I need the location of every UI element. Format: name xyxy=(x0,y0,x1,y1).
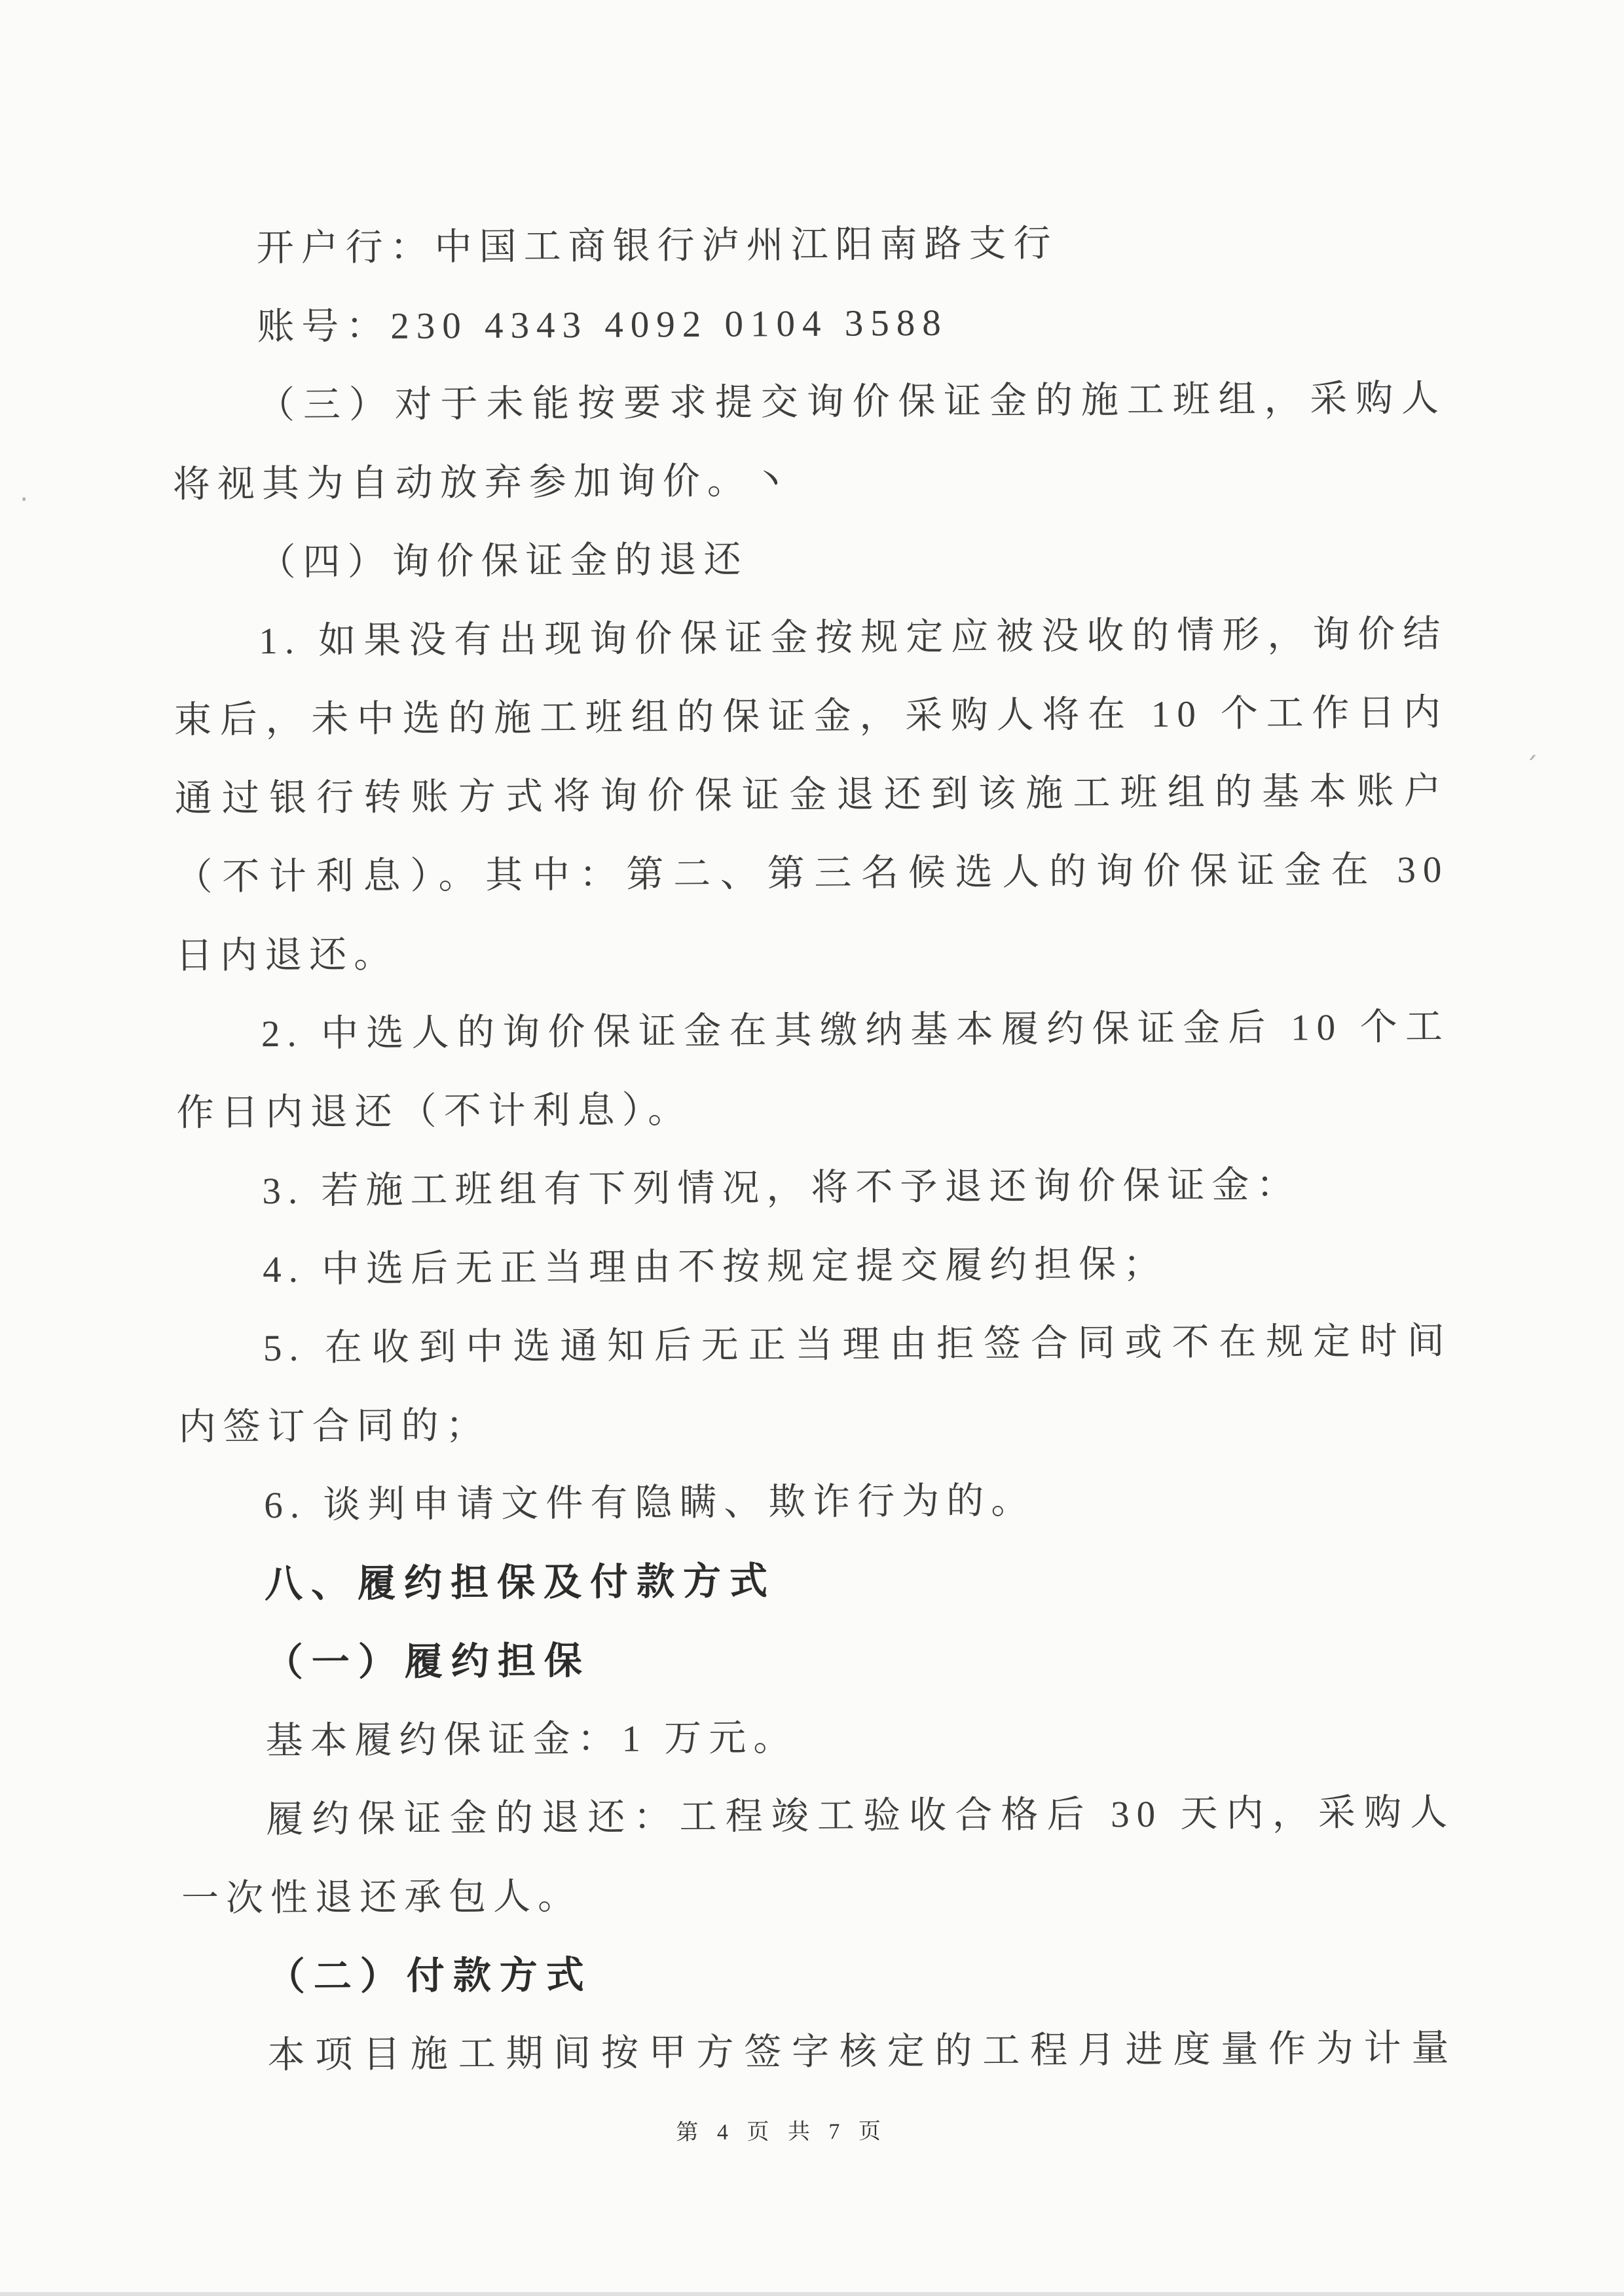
text-block xyxy=(171,202,1456,2096)
text-line: 一次性退还承包人。 xyxy=(181,1876,583,1920)
page-number-footer: 第 4 页 共 7 页 xyxy=(676,2119,888,2145)
section-heading-line: 八、履约担保及付款方式 xyxy=(264,1559,777,1606)
text-line: 1. 如果没有出现询价保证金按规定应被没收的情形，询价结 xyxy=(259,613,1448,663)
text-line: 束后，未中选的施工班组的保证金，采购人将在 10 个工作日内 xyxy=(174,692,1449,741)
text-line: 账号：230 4343 4092 0104 3588 xyxy=(257,302,948,348)
text-line: （不计利息）。其中：第二、第三名候选人的询价保证金在 30 xyxy=(175,849,1449,898)
scan-edge xyxy=(0,2292,1624,2296)
text-line: 履约保证金的退还：工程竣工验收合格后 30 天内，采购人 xyxy=(266,1792,1455,1841)
text-line: 作日内退还（不计利息）。 xyxy=(176,1089,693,1134)
text-line: 内签订合同的； xyxy=(178,1405,490,1448)
text-line: 6. 谈判申请文件有隐瞒、欺诈行为的。 xyxy=(264,1480,1036,1527)
section-heading-line: （一）履约担保 xyxy=(265,1639,591,1685)
text-line: 3. 若施工班组有下列情况，将不予退还询价保证金： xyxy=(262,1164,1301,1212)
text-line: 2. 中选人的询价保证金在其缴纳基本履约保证金后 10 个工 xyxy=(261,1006,1450,1055)
text-line: （四）询价保证金的退还 xyxy=(258,539,748,584)
text-line: 5. 在收到中选通知后无正当理由拒签合同或不在规定时间 xyxy=(263,1321,1452,1370)
text-line: 将视其为自动放弃参加询价。丶 xyxy=(172,460,796,505)
scan-mark: ˊ xyxy=(1524,752,1538,784)
text-line: （三）对于未能按要求提交询价保证金的施工班组，采购人 xyxy=(257,378,1447,427)
scan-mark: · xyxy=(20,483,29,515)
text-line: 4. 中选后无正当理由不按规定提交履约担保； xyxy=(262,1243,1168,1291)
text-line: 本项目施工期间按甲方签字核定的工程月进度量作为计量 xyxy=(267,2028,1456,2077)
text-line: 开户行：中国工商银行泸州江阳南路支行 xyxy=(256,223,1058,270)
section-heading-line: （二）付款方式 xyxy=(267,1954,593,1999)
text-line: 通过银行转账方式将询价保证金退还到该施工班组的基本账户 xyxy=(174,771,1449,820)
text-line: 日内退还。 xyxy=(175,934,399,977)
text-line: 基本履约保证金：1 万元。 xyxy=(265,1717,798,1762)
